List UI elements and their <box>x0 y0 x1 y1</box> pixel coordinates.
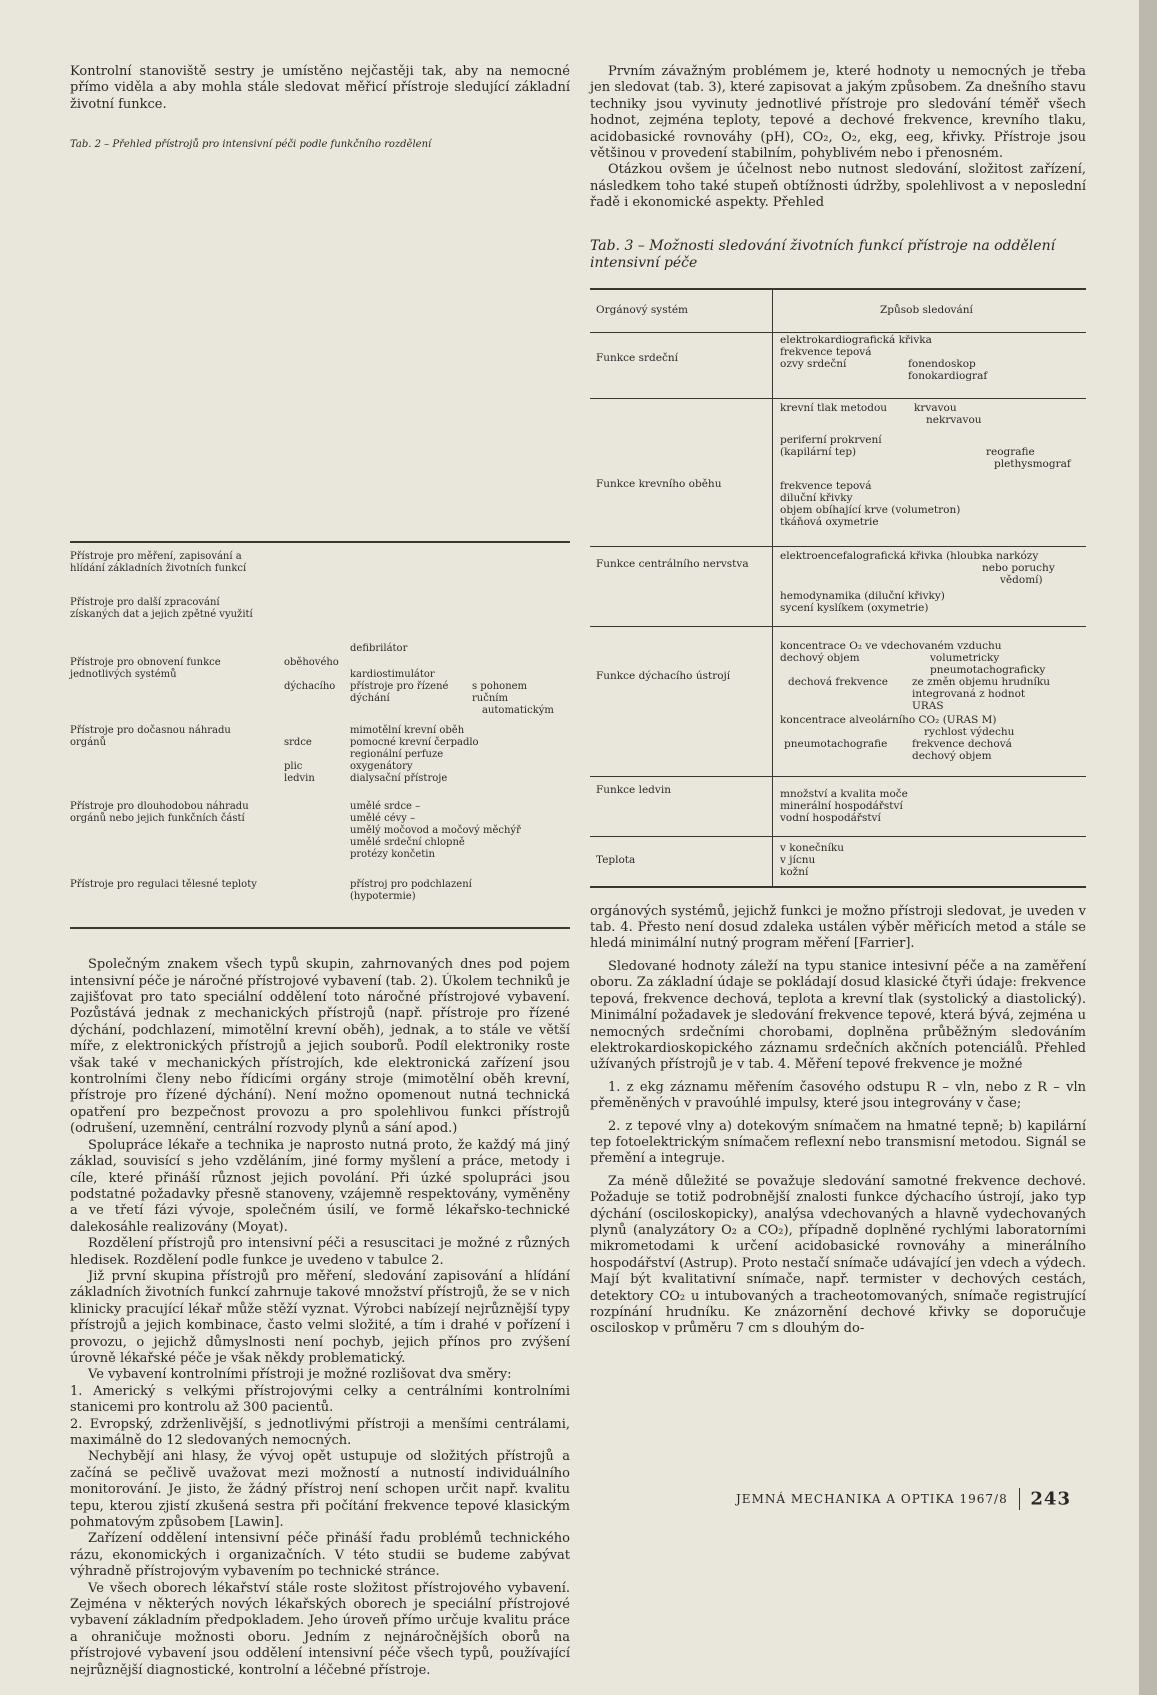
tab2-cell: mimotělní krevní oběh <box>350 725 465 737</box>
list-item: 2. Evropský, zdrženlivější, s jednotlivými přístroji a menšími centrálami, maximálně do 12 sledovaných nemocných. <box>70 1416 570 1448</box>
tab2-cell: plic <box>284 761 303 773</box>
table-2 <box>70 541 570 931</box>
tab3-method: pneumotachograficky <box>930 663 1046 676</box>
footer-divider <box>1019 1488 1020 1510</box>
tab2-cell: protézy končetin <box>350 849 435 861</box>
tab3-method: kožní <box>780 865 809 878</box>
list-item: 1. Americký s velkými přístrojovými celky a centrálními kontrolními stanicemi pro kontrolu až 300 pacientů. <box>70 1383 570 1416</box>
tab3-method: fonendoskop <box>908 357 976 370</box>
tab3-method: ozvy srdeční <box>780 357 847 370</box>
left-column <box>70 64 570 1679</box>
tab2-cell: umělé srdce – <box>350 801 421 813</box>
tab3-method: dechová frekvence <box>788 675 888 688</box>
tab3-section-cns <box>590 546 1086 627</box>
tab2-row-label: Přístroje pro další zpracování získaných dat a jejich zpětné využití <box>70 597 253 621</box>
page-number: 243 <box>1030 1488 1071 1510</box>
journal-issue: 1967/8 <box>959 1492 1008 1506</box>
tab3-method: objem obíhající krve (volumetron) <box>780 503 961 516</box>
tab2-cell: oběhového <box>284 657 339 669</box>
paragraph: Zařízení oddělení intensivní péče přináší řadu problémů technického rázu, ekonomických i organizačních. V této studii se budeme zabývat výhradně přístrojovým vybavením po technické stránce. <box>70 1531 570 1580</box>
paragraph: Prvním závažným problémem je, které hodnoty u nemocných je třeba jen sledovat (tab. 3), které zapisovat a jakým způsobem. Za dnešního stavu techniky jsou vyvinuty jednotlivé přístroje pro sledování téměř všech hodnot, zejména teploty, tepové a dechové frekvence, krevního tlaku, acidobasické rovnováhy (pH), CO₂, O₂, ekg, eeg, křivky. Přístroje jsou většinou v provedení stabilním, pohyblivém nebo i přenosném. <box>590 64 1086 162</box>
tab3-method: množství a kvalita moče <box>780 787 908 800</box>
tab3-header-col2: Způsob sledování <box>880 303 973 316</box>
tab2-cell: dialysační přístroje <box>350 773 448 785</box>
list-item: 1. z ekg záznamu měřením časového odstupu R – vln, nebo z R – vln přeměněných v pravoúhlé impulsy, které jsou integrovány v čase; <box>590 1079 1086 1112</box>
tab3-method: plethysmograf <box>994 457 1071 470</box>
tab3-method: frekvence dechová <box>912 737 1012 750</box>
tab3-method: frekvence tepová <box>780 479 872 492</box>
tab3-method: elektroencefalografická křivka (hloubka narkózy <box>780 549 1039 562</box>
tab3-method: elektrokardiografická křivka <box>780 333 932 346</box>
tab3-section-kidneys <box>590 776 1086 837</box>
list-item: 2. z tepové vlny a) dotekovým snímačem na hmatné tepně; b) kapilární tep fotoelektrickým snímačem reflexní nebo transmisní metodou. Signál se přemění a integruje. <box>590 1118 1086 1167</box>
tab2-row-label: Přístroje pro měření, zapisování a hlídání základních životních funkcí <box>70 551 247 575</box>
tab2-cell: umělé srdeční chlopně <box>350 837 465 849</box>
tab2-cell: přístroj pro podchlazení <box>350 879 472 891</box>
tab2-caption: Tab. 2 – Přehled přístrojů pro intensivní péči podle funkčního rozdělení <box>70 139 432 151</box>
tab3-organ-label: Funkce krevního oběhu <box>596 477 722 490</box>
tab3-caption: Tab. 3 – Možnosti sledování životních funkcí přístroje na oddělení intensivní péče <box>590 237 1056 271</box>
right-column <box>590 64 1086 1338</box>
tab3-section-heart <box>590 330 1086 399</box>
paragraph: Společným znakem všech typů skupin, zahrnovaných dnes pod pojem intensivní péče je náročné přístrojové vybavení (tab. 2). Úkolem techniků je zajišťovat pro tato speciální oddělení toto náročné přístrojové vybavení. Pozůstává jednak z mechanických přístrojů (např. přístroje pro řízené dýchání, podchlazení, mimotělní krevní oběh), jednak, a to stále ve větší míře, z elektronických přístrojů a jejich souborů. Podíl elektroniky roste však také v mechanických přístrojích, kde elektronická zařízení jsou kontrolními členy nebo řídicími orgány stroje (mimotělní oběh krevní, přístroje pro řízené dýchání). Není možno opomenout nutná technická opatření pro bezpečnost provozu a pro spolehlivou funkci přístrojů (odrušení, uzemnění, centrální rozvody plynů a sání apod.) <box>70 957 570 1137</box>
tab3-organ-label: Funkce dýchacího ústrojí <box>596 669 731 682</box>
tab2-cell: (hypotermie) <box>350 891 416 903</box>
tab2-cell: ledvin <box>284 773 315 785</box>
tab2-cell: oxygenátory <box>350 761 413 773</box>
tab3-method: koncentrace alveolárního CO₂ (URAS M) <box>780 713 997 726</box>
tab2-row-label: Přístroje pro regulaci tělesné teploty <box>70 879 257 891</box>
tab2-top-rule <box>70 541 570 543</box>
tab2-cell: pomocné krevní čerpadlo <box>350 737 479 749</box>
tab3-method: periferní prokrvení <box>780 433 882 446</box>
tab3-method: integrovaná z hodnot <box>912 687 1026 700</box>
tab3-method: koncentrace O₂ ve vdechovaném vzduchu <box>780 639 1002 652</box>
tab2-cell: defibrilátor <box>350 643 408 655</box>
tab2-bottom-rule <box>70 927 570 929</box>
paragraph: Za méně důležité se považuje sledování samotné frekvence dechové. Požaduje se totiž podrobnější znalosti funkce dýchacího ústrojí, jako typ dýchání (osciloskopicky), analýsa vdechovaných a hlavně vydechovaných plynů (analyzátory O₂ a CO₂), případně doplněné rychlými laboratorními mikrometodami k určení acidobasické rovnováhy a minerálního hospodářství (Astrup). Proto nestačí snímače udávající jen vdech a výdech. Mají být kvalitativní snímače, např. termister v dechových cestách, detektory CO₂ u intubovaných a tracheotomovaných, snímače registrující rozpínání hrudníku. Ke znázornění dechové křivky se doporučuje osciloskop v průměru 7 cm s dlouhým do- <box>590 1173 1086 1337</box>
tab3-organ-label: Funkce ledvin <box>596 783 671 796</box>
paragraph: Sledované hodnoty záleží na typu stanice intesivní péče a na zaměření oboru. Za základní údaje se pokládají dosud klasické čtyři údaje: frekvence tepová, frekvence dechová, teplota a krevní tlak (systolický a diastolický). Minimální požadavek je sledování frekvence tepové, která bývá, zejména u nemocných srdečními chorobami, doplněna průběžným sledováním elektrokardioskopického záznamu srdečních akčních potenciálů. Přehled užívaných přístrojů je v tab. 4. Měření tepové frekvence je možné <box>590 958 1086 1073</box>
tab3-method: dechový objem <box>780 651 860 664</box>
tab2-cell: dýchacího <box>284 681 336 693</box>
tab3-method: krevní tlak metodou <box>780 401 888 414</box>
left-body-text <box>70 957 570 1679</box>
tab2-cell: umělé cévy – <box>350 813 416 825</box>
tab3-method: pneumotachografie <box>784 737 888 750</box>
tab3-method: reografie <box>986 445 1035 458</box>
tab2-row-label: Přístroje pro obnovení funkce jednotlivých systémů <box>70 657 221 681</box>
tab2-cell: kardiostimulátor <box>350 669 435 681</box>
tab3-organ-label: Teplota <box>596 853 636 866</box>
tab3-method: fonokardiograf <box>908 369 988 382</box>
table-3 <box>590 288 1086 888</box>
tab3-method: URAS <box>912 699 944 712</box>
tab3-method: nebo poruchy <box>982 561 1055 574</box>
tab3-method: tkáňová oxymetrie <box>780 515 879 528</box>
tab2-cell: regionální perfuze <box>350 749 444 761</box>
tab3-method: frekvence tepová <box>780 345 872 358</box>
tab3-method: (kapilární tep) <box>780 445 857 458</box>
tab3-section-temperature <box>590 836 1086 886</box>
tab2-cell: automatickým <box>482 705 554 717</box>
paragraph: Ve vybavení kontrolními přístroji je možné rozlišovat dva směry: <box>88 1367 512 1383</box>
tab3-method: v jícnu <box>780 853 816 866</box>
tab3-method: vodní hospodářství <box>780 811 881 824</box>
tab2-cell: srdce <box>284 737 312 749</box>
tab3-method: minerální hospodářství <box>780 799 903 812</box>
tab3-method: volumetricky <box>930 651 1000 664</box>
tab3-method: dechový objem <box>912 749 992 762</box>
page-footer <box>736 1488 1071 1510</box>
journal-title: JEMNÁ MECHANIKA A OPTIKA <box>736 1492 955 1506</box>
paragraph: orgánových systémů, jejichž funkci je možno přístroji sledovat, je uveden v tab. 4. Přesto není dosud zdaleka ustálen výběr měřicích metod a stále se hledá minimální nutný program měření [Farrier]. <box>590 903 1086 952</box>
paragraph: Otázkou ovšem je účelnost nebo nutnost sledování, složitost zařízení, následkem toho také stupeň obtížnosti údržby, spolehlivost a v neposlední řadě i ekonomické aspekty. Přehled <box>590 162 1086 211</box>
tab2-cell: přístroje pro řízené <box>350 681 449 693</box>
tab3-method: v konečníku <box>780 841 845 854</box>
tab2-cell: dýchání <box>350 693 390 705</box>
right-body-text <box>590 904 1086 1338</box>
tab3-section-circulation <box>590 398 1086 547</box>
tab2-row-label: Přístroje pro dočasnou náhradu orgánů <box>70 725 231 749</box>
tab3-organ-label: Funkce centrálního nervstva <box>596 557 749 570</box>
paragraph: Ve všech oborech lékařství stále roste složitost přístrojového vybavení. Zejména v některých nových lékařských oborech je speciální přístrojové vybavení základním předpokladem. Jeho úroveň přímo určuje kvalitu práce a ohraničuje možnosti oboru. Jedním z nejnáročnějších oborů na přístrojové vybavení jsou oddělení intensivní péče všech typů, používající nejrůznější diagnostické, kontrolní a léčebné přístroje. <box>70 1580 570 1678</box>
tab3-method: nekrvavou <box>926 413 982 426</box>
tab3-method: rychlost výdechu <box>924 725 1015 738</box>
tab2-row-label: Přístroje pro dlouhodobou náhradu orgánů nebo jejich funkčních částí <box>70 801 249 825</box>
tab3-method: vědomí) <box>1000 573 1043 586</box>
tab3-header <box>590 288 1086 333</box>
tab3-bottom-rule <box>590 886 1086 888</box>
tab2-cell: s pohonem <box>472 681 528 693</box>
tab3-organ-label: Funkce srdeční <box>596 351 678 364</box>
paragraph: Spolupráce lékaře a technika je naprosto nutná proto, že každý má jiný základ, souvisící s jeho vzděláním, jiné formy myšlení a práce, metody i cíle, které přináší různost jejich povolání. Při úzké spolupráci jsou podstatné požadavky přesně stanoveny, vzájemně respektovány, vyměněny a ve třetí fázi vývoje, společném úsilí, ve formě lékařsko-technické dalekosáhle realizovány (Moyat). <box>70 1137 570 1235</box>
paragraph: Již první skupina přístrojů pro měření, sledování zapisování a hlídání základních životních funkcí zahrnuje takové množství přístrojů, že se v nich klinicky pracující lékař může stěží vyznat. Výrobci nabízejí nejrůznější typy přístrojů a jejich kombinace, často velmi složité, a tím i drahé v pořízení i provozu, o jejichž důmyslnosti není pochyb, jejich přínos pro zvýšení úrovně lékařské péče je však někdy problematický. <box>70 1268 570 1366</box>
intro-paragraph: Kontrolní stanoviště sestry je umístěno nejčastěji tak, aby na nemocné přímo viděla a aby mohla stále sledovat měřicí přístroje sledující základní životní funkce. <box>70 64 570 112</box>
tab2-cell: umělý močovod a močový měchýř <box>350 825 521 837</box>
paragraph: Rozdělení přístrojů pro intensivní péči a resuscitaci je možné z různých hledisek. Rozdělení podle funkce je uvedeno v tabulce 2. <box>70 1236 570 1268</box>
tab3-header-col1: Orgánový systém <box>596 303 688 316</box>
page-edge-shadow <box>1139 0 1157 1695</box>
tab3-method: sycení kyslíkem (oxymetrie) <box>780 601 929 614</box>
tab3-method: diluční křivky <box>780 491 853 504</box>
tab3-method: hemodynamika (diluční křivky) <box>780 589 945 602</box>
tab3-method: krvavou <box>914 401 957 414</box>
tab3-method: ze změn objemu hrudníku <box>912 675 1050 688</box>
paragraph: Nechybějí ani hlasy, že vývoj opět ustupuje od složitých přístrojů a začíná se pečlivě uvažovat mezi možností a nutností individuálního monitorování. Je jisto, že žádný přístroj není schopen určit např. kvalitu tepu, kterou zjistí zkušená sestra při počítání frekvence tepové klasickým pohmatovým způsobem [Lawin]. <box>70 1449 570 1531</box>
tab2-cell: ručním <box>472 693 508 705</box>
tab3-section-respiratory <box>590 626 1086 777</box>
